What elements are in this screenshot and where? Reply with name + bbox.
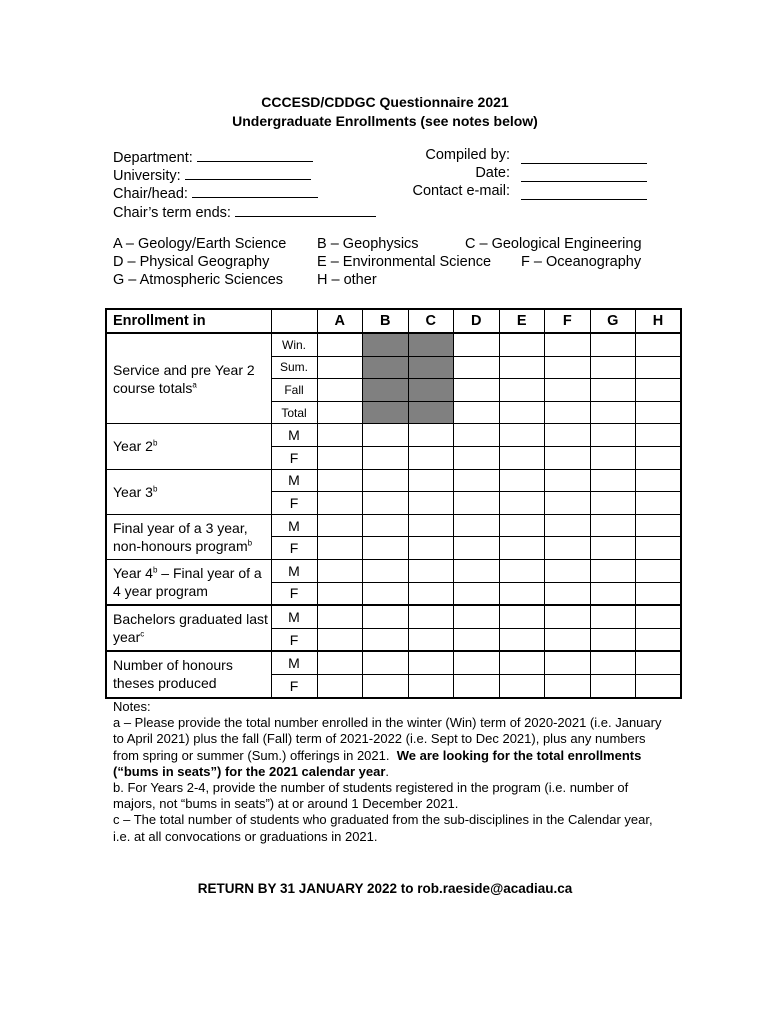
table-row — [106, 424, 681, 447]
entry-cell[interactable] — [408, 537, 454, 560]
entry-cell[interactable] — [454, 628, 500, 651]
note-a-bold: We are looking for the total enrollments (“bums in seats”) for the 2021 calendar year — [113, 747, 642, 779]
entry-cell[interactable] — [590, 582, 636, 605]
entry-cell[interactable] — [636, 628, 682, 651]
table-header-row — [106, 309, 681, 333]
entry-cell — [363, 333, 409, 356]
entry-cell[interactable] — [363, 628, 409, 651]
entry-cell[interactable] — [317, 333, 363, 356]
entry-cell[interactable] — [454, 605, 500, 628]
entry-cell[interactable] — [499, 424, 545, 447]
entry-cell[interactable] — [408, 424, 454, 447]
entry-cell[interactable] — [499, 605, 545, 628]
entry-cell[interactable] — [545, 424, 591, 447]
group-2-label — [106, 514, 271, 559]
category-e: E – Environmental Science — [317, 254, 492, 270]
entry-cell[interactable] — [363, 674, 409, 697]
column-header-h: H — [636, 309, 682, 333]
entry-cell — [363, 379, 409, 402]
department-label: Department: — [113, 150, 193, 166]
entry-cell[interactable] — [499, 514, 545, 537]
entry-cell[interactable] — [408, 651, 454, 674]
entry-cell[interactable] — [454, 674, 500, 697]
entry-cell — [408, 356, 454, 379]
entry-cell[interactable] — [590, 674, 636, 697]
service-row-footnote-mark: a — [192, 380, 197, 390]
entry-cell[interactable] — [545, 537, 591, 560]
entry-cell[interactable] — [317, 492, 363, 515]
category-d: D – Physical Geography — [113, 254, 270, 270]
group-5-label-text: Number of honours theses produced — [113, 657, 233, 692]
group-3-footnote-mark: b — [152, 565, 158, 575]
service-row-subrow-label: Fall — [271, 379, 317, 402]
entry-cell[interactable] — [499, 559, 545, 582]
entry-cell[interactable] — [636, 333, 682, 356]
entry-cell[interactable] — [545, 651, 591, 674]
column-header-g: G — [590, 309, 636, 333]
group-0-footnote-mark: b — [152, 438, 158, 448]
entry-cell[interactable] — [545, 674, 591, 697]
entry-cell[interactable] — [454, 424, 500, 447]
column-header-f: F — [545, 309, 591, 333]
compiled-by-blank[interactable] — [521, 162, 647, 164]
department-blank[interactable] — [197, 147, 313, 162]
column-header-a: A — [317, 309, 363, 333]
note-b: b. For Years 2-4, provide the number of students registered in the program (i.e. number of majors, not “bums in seats”) at or around 1 December 2021. — [113, 780, 629, 812]
entry-cell[interactable] — [363, 446, 409, 469]
group-4-label-text: Bachelors graduated last year — [113, 611, 268, 646]
entry-cell[interactable] — [317, 379, 363, 402]
entry-cell[interactable] — [363, 651, 409, 674]
entry-cell[interactable] — [545, 401, 591, 424]
group-1-label — [106, 469, 271, 514]
group-0-label — [106, 424, 271, 469]
entry-cell[interactable] — [408, 605, 454, 628]
entry-cell[interactable] — [545, 446, 591, 469]
contact-email-blank[interactable] — [521, 198, 647, 200]
category-b: B – Geophysics — [317, 236, 419, 252]
entry-cell[interactable] — [317, 446, 363, 469]
entry-cell[interactable] — [590, 333, 636, 356]
group-5-subrow-label: F — [271, 674, 317, 697]
entry-cell[interactable] — [590, 469, 636, 492]
entry-cell[interactable] — [454, 333, 500, 356]
entry-cell[interactable] — [317, 605, 363, 628]
entry-cell[interactable] — [317, 537, 363, 560]
group-4-label — [106, 605, 271, 651]
entry-cell[interactable] — [590, 651, 636, 674]
entry-cell[interactable] — [317, 401, 363, 424]
group-5-subrow-label: M — [271, 651, 317, 674]
entry-cell — [363, 356, 409, 379]
entry-cell[interactable] — [636, 492, 682, 515]
entry-cell[interactable] — [545, 469, 591, 492]
group-3-subrow-label: M — [271, 559, 317, 582]
service-row-subrow-label: Sum. — [271, 356, 317, 379]
entry-cell[interactable] — [636, 674, 682, 697]
entry-cell[interactable] — [499, 537, 545, 560]
group-3-label-text: Year 4 — [113, 565, 153, 582]
entry-cell[interactable] — [499, 333, 545, 356]
entry-cell[interactable] — [590, 559, 636, 582]
group-1-subrow-label: M — [271, 469, 317, 492]
table-row — [106, 559, 681, 582]
table-row — [106, 333, 681, 356]
entry-cell[interactable] — [636, 559, 682, 582]
entry-cell[interactable] — [636, 514, 682, 537]
university-label: University: — [113, 168, 181, 184]
note-a-text: a – Please provide the total number enrolled in the winter (Win) term of 2020-2021 (i.e. January to April 2021) plus the fall (Fall) term of 2021-2022 (i.e. Sept to Dec 2021), plus any numbers from spring or summer (Sum.) offerings in 2021. — [113, 715, 662, 763]
group-4-footnote-mark: c — [140, 629, 145, 639]
entry-cell[interactable] — [408, 674, 454, 697]
entry-cell[interactable] — [317, 628, 363, 651]
entry-cell[interactable] — [317, 651, 363, 674]
entry-cell[interactable] — [408, 514, 454, 537]
entry-cell[interactable] — [590, 401, 636, 424]
entry-cell[interactable] — [363, 559, 409, 582]
entry-cell[interactable] — [545, 356, 591, 379]
entry-cell[interactable] — [499, 379, 545, 402]
column-header-d: D — [454, 309, 500, 333]
entry-cell[interactable] — [545, 379, 591, 402]
entry-cell[interactable] — [363, 537, 409, 560]
group-2-footnote-mark: b — [247, 538, 253, 548]
entry-cell[interactable] — [545, 514, 591, 537]
entry-cell — [408, 333, 454, 356]
entry-cell[interactable] — [317, 674, 363, 697]
group-2-subrow-label: M — [271, 514, 317, 537]
group-3-label-suffix: – Final year of a 4 year program — [113, 565, 262, 600]
group-3-label — [106, 559, 271, 605]
entry-cell[interactable] — [590, 379, 636, 402]
entry-cell[interactable] — [590, 424, 636, 447]
entry-cell[interactable] — [408, 446, 454, 469]
entry-cell[interactable] — [408, 628, 454, 651]
contact-email-label: Contact e-mail: — [412, 183, 510, 199]
notes-section — [113, 699, 673, 845]
entry-cell[interactable] — [317, 356, 363, 379]
category-h: H – other — [317, 272, 377, 288]
notes-heading: Notes: — [113, 699, 151, 714]
entry-cell[interactable] — [499, 469, 545, 492]
entry-cell[interactable] — [363, 469, 409, 492]
group-1-footnote-mark: b — [152, 484, 158, 493]
date-blank[interactable] — [521, 180, 647, 182]
department-field — [113, 147, 313, 166]
entry-cell[interactable] — [454, 582, 500, 605]
entry-cell — [363, 401, 409, 424]
entry-cell[interactable] — [636, 446, 682, 469]
column-header-c: C — [408, 309, 454, 333]
entry-cell[interactable] — [636, 401, 682, 424]
form-subtitle: Undergraduate Enrollments (see notes below) — [232, 113, 538, 129]
group-4-subrow-label: F — [271, 628, 317, 651]
entry-cell[interactable] — [545, 559, 591, 582]
entry-cell[interactable] — [363, 605, 409, 628]
service-row-label — [106, 333, 271, 424]
entry-cell[interactable] — [317, 469, 363, 492]
group-3-subrow-label: F — [271, 582, 317, 605]
service-row-label-text: Service and pre Year 2 course totals — [113, 361, 255, 396]
group-1-subrow-label: F — [271, 492, 317, 515]
service-row-subrow-label: Win. — [271, 333, 317, 356]
column-header-e: E — [499, 309, 545, 333]
note-a: a – Please provide the total number enrolled in the winter (Win) term of 2020-2021 (i.e. January to April 2021) plus the fall (Fall) term of 2021-2022 (i.e. Sept to Dec 2021), plus any numbers from spring or summer (Sum.) offerings in 2021. We are looking for the total enrollments (“bums in seats”) for the 2021 calendar year. — [113, 715, 662, 779]
category-c: C – Geological Engineering — [465, 236, 642, 252]
entry-cell — [408, 401, 454, 424]
column-header-b: B — [363, 309, 409, 333]
entry-cell[interactable] — [454, 651, 500, 674]
entry-cell — [408, 379, 454, 402]
table-row — [106, 469, 681, 492]
entry-cell[interactable] — [590, 492, 636, 515]
entry-cell[interactable] — [454, 356, 500, 379]
compiled-by-label: Compiled by: — [425, 147, 510, 163]
group-5-label — [106, 651, 271, 697]
date-label: Date: — [475, 165, 510, 181]
chair-label: Chair/head: — [113, 186, 188, 202]
entry-cell[interactable] — [454, 559, 500, 582]
service-row-subrow-label: Total — [271, 401, 317, 424]
entry-cell[interactable] — [499, 356, 545, 379]
entry-cell[interactable] — [545, 333, 591, 356]
entry-cell[interactable] — [499, 582, 545, 605]
entry-cell[interactable] — [499, 446, 545, 469]
category-f: F – Oceanography — [521, 254, 642, 270]
university-field — [113, 165, 311, 184]
chair-field — [113, 183, 318, 202]
entry-cell[interactable] — [545, 628, 591, 651]
table-row — [106, 605, 681, 628]
entry-cell[interactable] — [408, 559, 454, 582]
entry-cell[interactable] — [454, 446, 500, 469]
note-c: c – The total number of students who graduated from the sub-disciplines in the Calendar year, i.e. at all convocations or graduations in 2021. — [113, 812, 653, 844]
entry-cell[interactable] — [454, 537, 500, 560]
enrollment-in-header: Enrollment in — [106, 309, 271, 333]
entry-cell[interactable] — [590, 605, 636, 628]
group-0-subrow-label: M — [271, 424, 317, 447]
category-a: A – Geology/Earth Science — [113, 236, 287, 252]
entry-cell[interactable] — [454, 379, 500, 402]
entry-cell[interactable] — [363, 582, 409, 605]
term-ends-field — [113, 202, 376, 221]
entry-cell[interactable] — [499, 401, 545, 424]
entry-cell[interactable] — [408, 492, 454, 515]
entry-cell[interactable] — [363, 514, 409, 537]
table-row — [106, 651, 681, 674]
entry-cell[interactable] — [499, 651, 545, 674]
entry-cell[interactable] — [408, 469, 454, 492]
term-ends-label: Chair’s term ends: — [113, 205, 231, 221]
entry-cell[interactable] — [317, 424, 363, 447]
chair-blank[interactable] — [192, 183, 318, 198]
group-0-subrow-label: F — [271, 446, 317, 469]
entry-cell[interactable] — [590, 356, 636, 379]
entry-cell[interactable] — [363, 424, 409, 447]
entry-cell[interactable] — [590, 628, 636, 651]
entry-cell[interactable] — [454, 492, 500, 515]
entry-cell[interactable] — [590, 537, 636, 560]
entry-cell[interactable] — [454, 401, 500, 424]
entry-cell[interactable] — [454, 469, 500, 492]
entry-cell[interactable] — [545, 605, 591, 628]
entry-cell[interactable] — [545, 492, 591, 515]
entry-cell[interactable] — [499, 492, 545, 515]
entry-cell[interactable] — [363, 492, 409, 515]
form-title: CCCESD/CDDGC Questionnaire 2021 — [261, 94, 509, 110]
entry-cell[interactable] — [636, 605, 682, 628]
university-blank[interactable] — [185, 165, 311, 180]
entry-cell[interactable] — [636, 469, 682, 492]
entry-cell[interactable] — [636, 356, 682, 379]
entry-cell[interactable] — [590, 446, 636, 469]
entry-cell[interactable] — [636, 651, 682, 674]
category-g: G – Atmospheric Sciences — [113, 272, 284, 288]
entry-cell[interactable] — [317, 582, 363, 605]
entry-cell[interactable] — [317, 559, 363, 582]
term-ends-blank[interactable] — [235, 202, 376, 217]
return-instructions: RETURN BY 31 JANUARY 2022 to rob.raeside@acadiau.ca — [197, 881, 573, 896]
entry-cell[interactable] — [499, 628, 545, 651]
group-1-label-text: Year 3 — [113, 483, 153, 500]
table-row — [106, 514, 681, 537]
group-0-label-text: Year 2 — [113, 438, 153, 455]
entry-cell[interactable] — [499, 674, 545, 697]
group-2-subrow-label: F — [271, 537, 317, 560]
entry-cell[interactable] — [636, 379, 682, 402]
entry-cell[interactable] — [590, 514, 636, 537]
entry-cell[interactable] — [454, 514, 500, 537]
subrow-header-cell — [271, 309, 317, 333]
entry-cell[interactable] — [408, 582, 454, 605]
entry-cell[interactable] — [545, 582, 591, 605]
entry-cell[interactable] — [636, 537, 682, 560]
enrollment-table — [105, 308, 682, 699]
group-2-label-text: Final year of a 3 year, non-honours program — [113, 519, 248, 554]
entry-cell[interactable] — [636, 424, 682, 447]
group-4-subrow-label: M — [271, 605, 317, 628]
entry-cell[interactable] — [636, 582, 682, 605]
entry-cell[interactable] — [317, 514, 363, 537]
